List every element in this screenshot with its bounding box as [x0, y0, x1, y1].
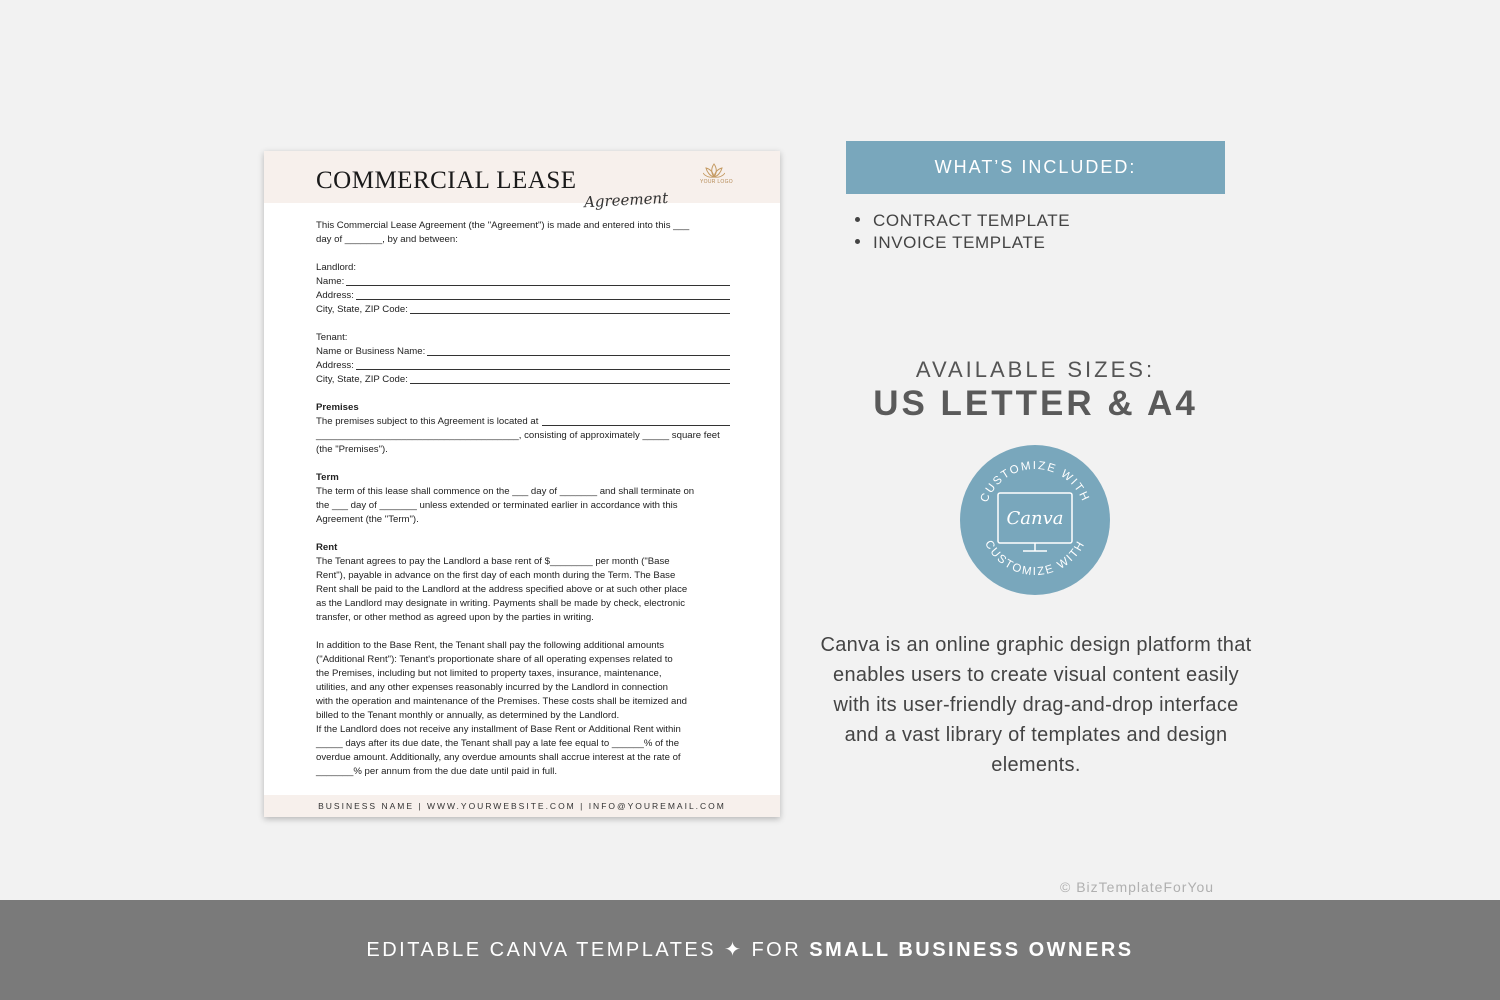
additional-rent-line: ("Additional Rent"): Tenant's proportionate share of all operating expenses related to	[316, 654, 673, 665]
field-label: Address:	[316, 290, 354, 301]
premises-line: (the "Premises").	[316, 444, 388, 455]
document-footer: BUSINESS NAME | WWW.YOURWEBSITE.COM | INFO@YOUREMAIL.COM	[264, 795, 780, 817]
logo	[700, 163, 733, 185]
term-line: The term of this lease shall commence on the ___ day of _______ and shall terminate on	[316, 486, 695, 497]
additional-rent-line: the Premises, including but not limited to property taxes, insurance, maintenance,	[316, 668, 662, 679]
list-item	[855, 210, 1070, 232]
document-preview	[264, 151, 780, 817]
tenant-address-field	[316, 359, 730, 373]
rent-heading: Rent	[316, 542, 338, 553]
late-fee-line: overdue amount. Additionally, any overdue amounts shall accrue interest at the rate of	[316, 752, 681, 763]
document-header	[264, 151, 780, 212]
term-line: Agreement (the "Term").	[316, 514, 419, 525]
intro-line: This Commercial Lease Agreement (the "Agreement") is made and entered into this ___	[316, 220, 690, 231]
list-item	[855, 232, 1070, 254]
landlord-address-field	[316, 289, 730, 303]
rent-line: as the Landlord may designate in writing. Payments shall be made by check, electronic	[316, 598, 686, 609]
term-line: the ___ day of _______ unless extended or terminated earlier in accordance with this	[316, 500, 678, 511]
premises-heading: Premises	[316, 402, 359, 413]
tenant-city-field	[316, 373, 730, 387]
tenant-name-field	[316, 345, 730, 359]
list-item-label: CONTRACT TEMPLATE	[873, 211, 1071, 230]
field-label: City, State, ZIP Code:	[316, 304, 408, 315]
additional-rent-line: billed to the Tenant monthly or annually, as determined by the Landlord.	[316, 710, 620, 721]
rent-line: Rent shall be paid to the Landlord at the address specified above or at such other place	[316, 584, 688, 595]
banner-text: EDITABLE CANVA TEMPLATES ✦ FOR	[366, 939, 810, 961]
canva-description: Canva is an online graphic design platform that enables users to create visual content easily with its user-friendly drag-and-drop interface and a vast library of templates and design elements.	[820, 634, 1252, 776]
field-label: City, State, ZIP Code:	[316, 374, 408, 385]
landlord-city-field	[316, 303, 730, 317]
rent-line: The Tenant agrees to pay the Landlord a base rent of $________ per month ("Base	[316, 556, 670, 567]
document-body	[316, 219, 730, 779]
canva-brand-text: Canva	[1006, 508, 1064, 529]
rent-line: transfer, or other method as agreed upon by the parties in writing.	[316, 612, 594, 623]
premises-line	[316, 415, 730, 429]
landlord-heading: Landlord:	[316, 262, 357, 273]
document-title: COMMERCIAL LEASE	[316, 167, 577, 194]
additional-rent-line: In addition to the Base Rent, the Tenant shall pay the following additional amounts	[316, 640, 665, 651]
premises-line: ______________________________________, consisting of approximately _____ square feet	[316, 430, 720, 441]
document-script-title: Agreement	[583, 188, 669, 212]
logo-text: YOUR LOGO	[700, 179, 733, 185]
included-list	[855, 210, 1070, 254]
term-heading: Term	[316, 472, 339, 483]
bullet-icon	[855, 217, 860, 222]
field-label: Address:	[316, 360, 354, 371]
sizes-label: AVAILABLE SIZES:	[915, 357, 1156, 382]
premises-text: The premises subject to this Agreement is located at	[316, 416, 539, 427]
banner-text-bold: SMALL BUSINESS OWNERS	[809, 939, 1134, 961]
included-heading: WHAT’S INCLUDED:	[934, 157, 1137, 177]
badge-ring-text-bottom: CUSTOMIZE WITH	[982, 538, 1088, 579]
landlord-name-field	[316, 275, 730, 289]
bullet-icon	[855, 239, 860, 244]
included-heading-box	[846, 141, 1225, 194]
copyright-text: © BizTemplateForYou	[1060, 879, 1215, 895]
intro-line: day of _______, by and between:	[316, 234, 458, 245]
late-fee-line: If the Landlord does not receive any installment of Base Rent or Additional Rent within	[316, 724, 681, 735]
late-fee-line: _____ days after its due date, the Tenant shall pay a late fee equal to ______% of the	[316, 738, 680, 749]
lotus-icon	[703, 163, 725, 179]
additional-rent-line: utilities, and any other expenses reasonably incurred by the Landlord in connection	[316, 682, 668, 693]
rent-line: Rent"), payable in advance on the first day of each month during the Term. The Base	[316, 570, 676, 581]
sizes-value: US LETTER & A4	[873, 384, 1198, 423]
tenant-heading: Tenant:	[316, 332, 348, 343]
list-item-label: INVOICE TEMPLATE	[873, 233, 1046, 252]
badge-ring-text-top: CUSTOMIZE WITH	[978, 459, 1092, 505]
canva-badge	[960, 445, 1110, 595]
field-label: Name:	[316, 276, 345, 287]
additional-rent-line: with the operation and maintenance of the Premises. These costs shall be itemized and	[316, 696, 687, 707]
late-fee-line: _______% per annum from the due date until paid in full.	[316, 766, 558, 777]
field-label: Name or Business Name:	[316, 346, 426, 357]
bottom-banner	[0, 900, 1500, 1000]
